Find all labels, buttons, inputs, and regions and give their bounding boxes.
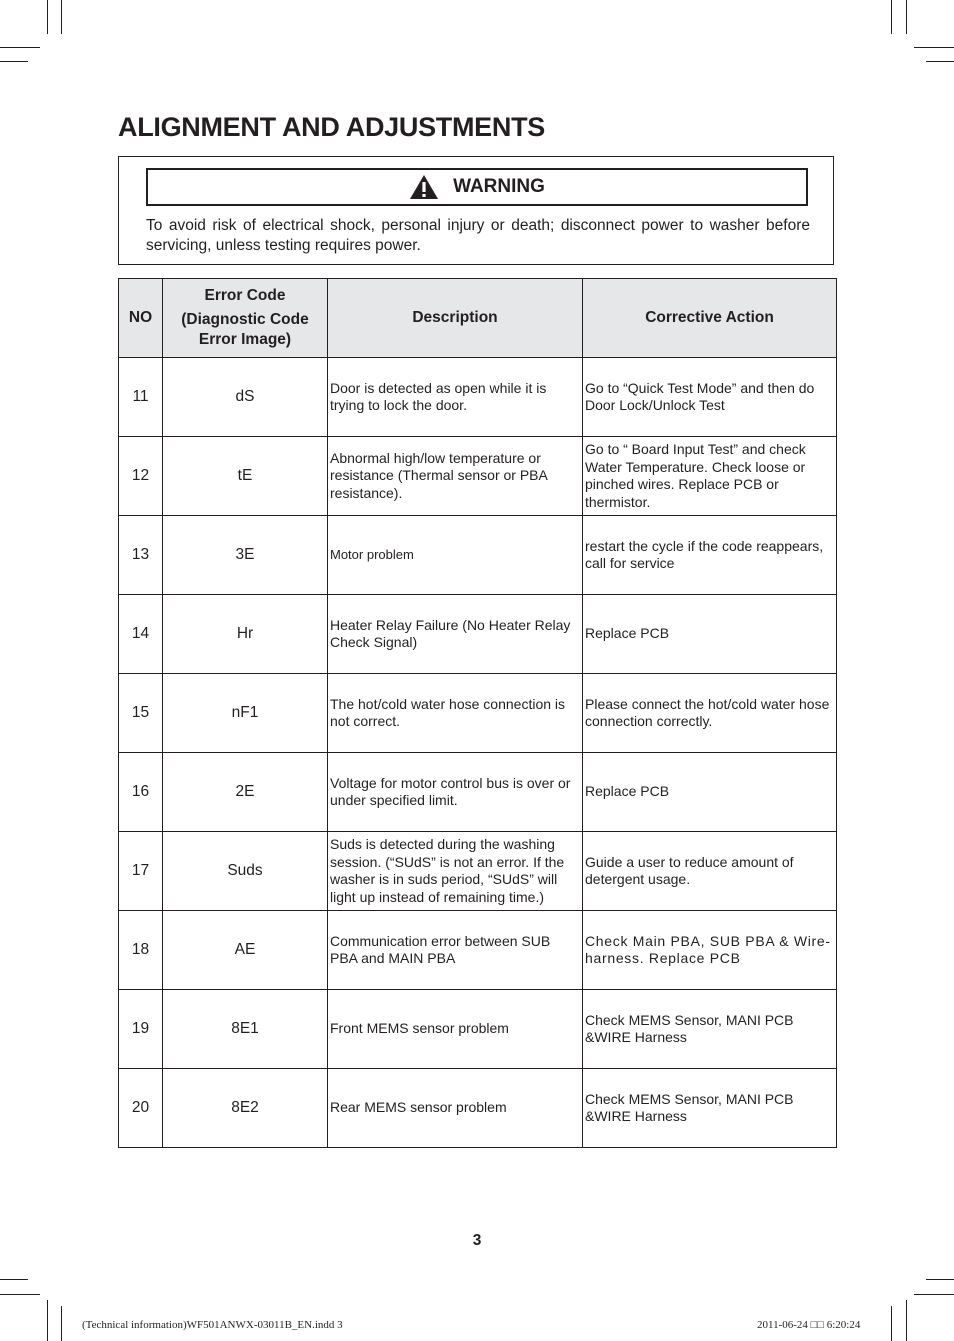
error-code: 8E1 [163,990,328,1069]
crop-mark [61,1306,62,1341]
warning-heading: WARNING [453,176,545,197]
error-code-table [118,278,837,1148]
page-number: 3 [472,1232,482,1249]
table-row [119,437,837,516]
corrective-action: Go to “ Board Input Test” and check Water Temperature. Check loose or pinched wires. Replace PCB or thermistor. [583,437,837,516]
corrective-action: Go to “Quick Test Mode” and then do Door Lock/Unlock Test [583,358,837,437]
error-description: Motor problem [328,516,583,595]
corrective-action: Please connect the hot/cold water hose connection correctly. [583,674,837,753]
error-description: Door is detected as open while it is trying to lock the door. [328,358,583,437]
error-code: tE [163,437,328,516]
warning-header [146,168,808,206]
row-number: 20 [119,1069,163,1148]
row-number: 16 [119,753,163,832]
corrective-action: restart the cycle if the code reappears, call for service [583,516,837,595]
error-description: Abnormal high/low temperature or resistance (Thermal sensor or PBA resistance). [328,437,583,516]
error-code: Hr [163,595,328,674]
corrective-action: Replace PCB [583,753,837,832]
crop-mark [0,61,28,62]
error-description: Voltage for motor control bus is over or under specified limit. [328,753,583,832]
error-description: Communication error between SUB PBA and MAIN PBA [328,911,583,990]
table-row [119,674,837,753]
error-description: Rear MEMS sensor problem [328,1069,583,1148]
table-header-row [119,279,837,358]
corrective-action: Check MEMS Sensor, MANI PCB &WIRE Harness [583,990,837,1069]
crop-mark [0,1294,40,1295]
error-code: dS [163,358,328,437]
error-code: 3E [163,516,328,595]
table-row [119,753,837,832]
crop-mark [0,47,40,48]
header-no: NO [119,279,163,358]
footer-timestamp: 2011-06-24 □□ 6:20:24 [757,1319,861,1331]
page-title: ALIGNMENT AND ADJUSTMENTS [118,112,545,142]
row-number: 15 [119,674,163,753]
table-row [119,595,837,674]
crop-mark [906,1300,907,1341]
header-error-code [163,279,328,358]
warning-triangle-icon [409,174,439,200]
crop-mark [47,1300,48,1341]
table-row [119,358,837,437]
table-row [119,516,837,595]
error-description: The hot/cold water hose connection is not correct. [328,674,583,753]
crop-mark [926,1279,954,1280]
error-code: Suds [163,832,328,911]
header-description: Description [328,279,583,358]
crop-mark [906,0,907,34]
error-code: 2E [163,753,328,832]
warning-box [118,156,834,265]
crop-mark [914,1294,954,1295]
table-row [119,990,837,1069]
error-code: AE [163,911,328,990]
row-number: 19 [119,990,163,1069]
error-code: 8E2 [163,1069,328,1148]
row-number: 17 [119,832,163,911]
footer-file-name: (Technical information)WF501ANWX-03011B_EN.indd 3 [82,1319,343,1331]
corrective-action: Guide a user to reduce amount of detergent usage. [583,832,837,911]
header-corrective-action: Corrective Action [583,279,837,358]
error-description: Front MEMS sensor problem [328,990,583,1069]
row-number: 11 [119,358,163,437]
error-description: Heater Relay Failure (No Heater Relay Check Signal) [328,595,583,674]
crop-mark [891,1306,892,1341]
row-number: 14 [119,595,163,674]
error-code: nF1 [163,674,328,753]
table-row [119,1069,837,1148]
row-number: 13 [119,516,163,595]
header-error-code-subtitle: (Diagnostic Code Error Image) [181,311,309,348]
crop-mark [891,0,892,34]
crop-mark [47,0,48,34]
corrective-action: Check MEMS Sensor, MANI PCB &WIRE Harness [583,1069,837,1148]
row-number: 18 [119,911,163,990]
crop-mark [61,0,62,34]
crop-mark [0,1279,28,1280]
crop-mark [914,47,954,48]
table-row [119,832,837,911]
error-description: Suds is detected during the washing session. (“SUdS” is not an error. If the washer is in suds period, “SUdS” will light up instead of remaining time.) [328,832,583,911]
header-error-code-title: Error Code [204,287,286,304]
corrective-action: Check Main PBA, SUB PBA & Wire-harness. Replace PCB [583,911,837,990]
warning-text: To avoid risk of electrical shock, personal injury or death; disconnect power to washer before servicing, unless testing requires power. [146,217,810,254]
corrective-action: Replace PCB [583,595,837,674]
crop-mark [926,61,954,62]
row-number: 12 [119,437,163,516]
table-row [119,911,837,990]
